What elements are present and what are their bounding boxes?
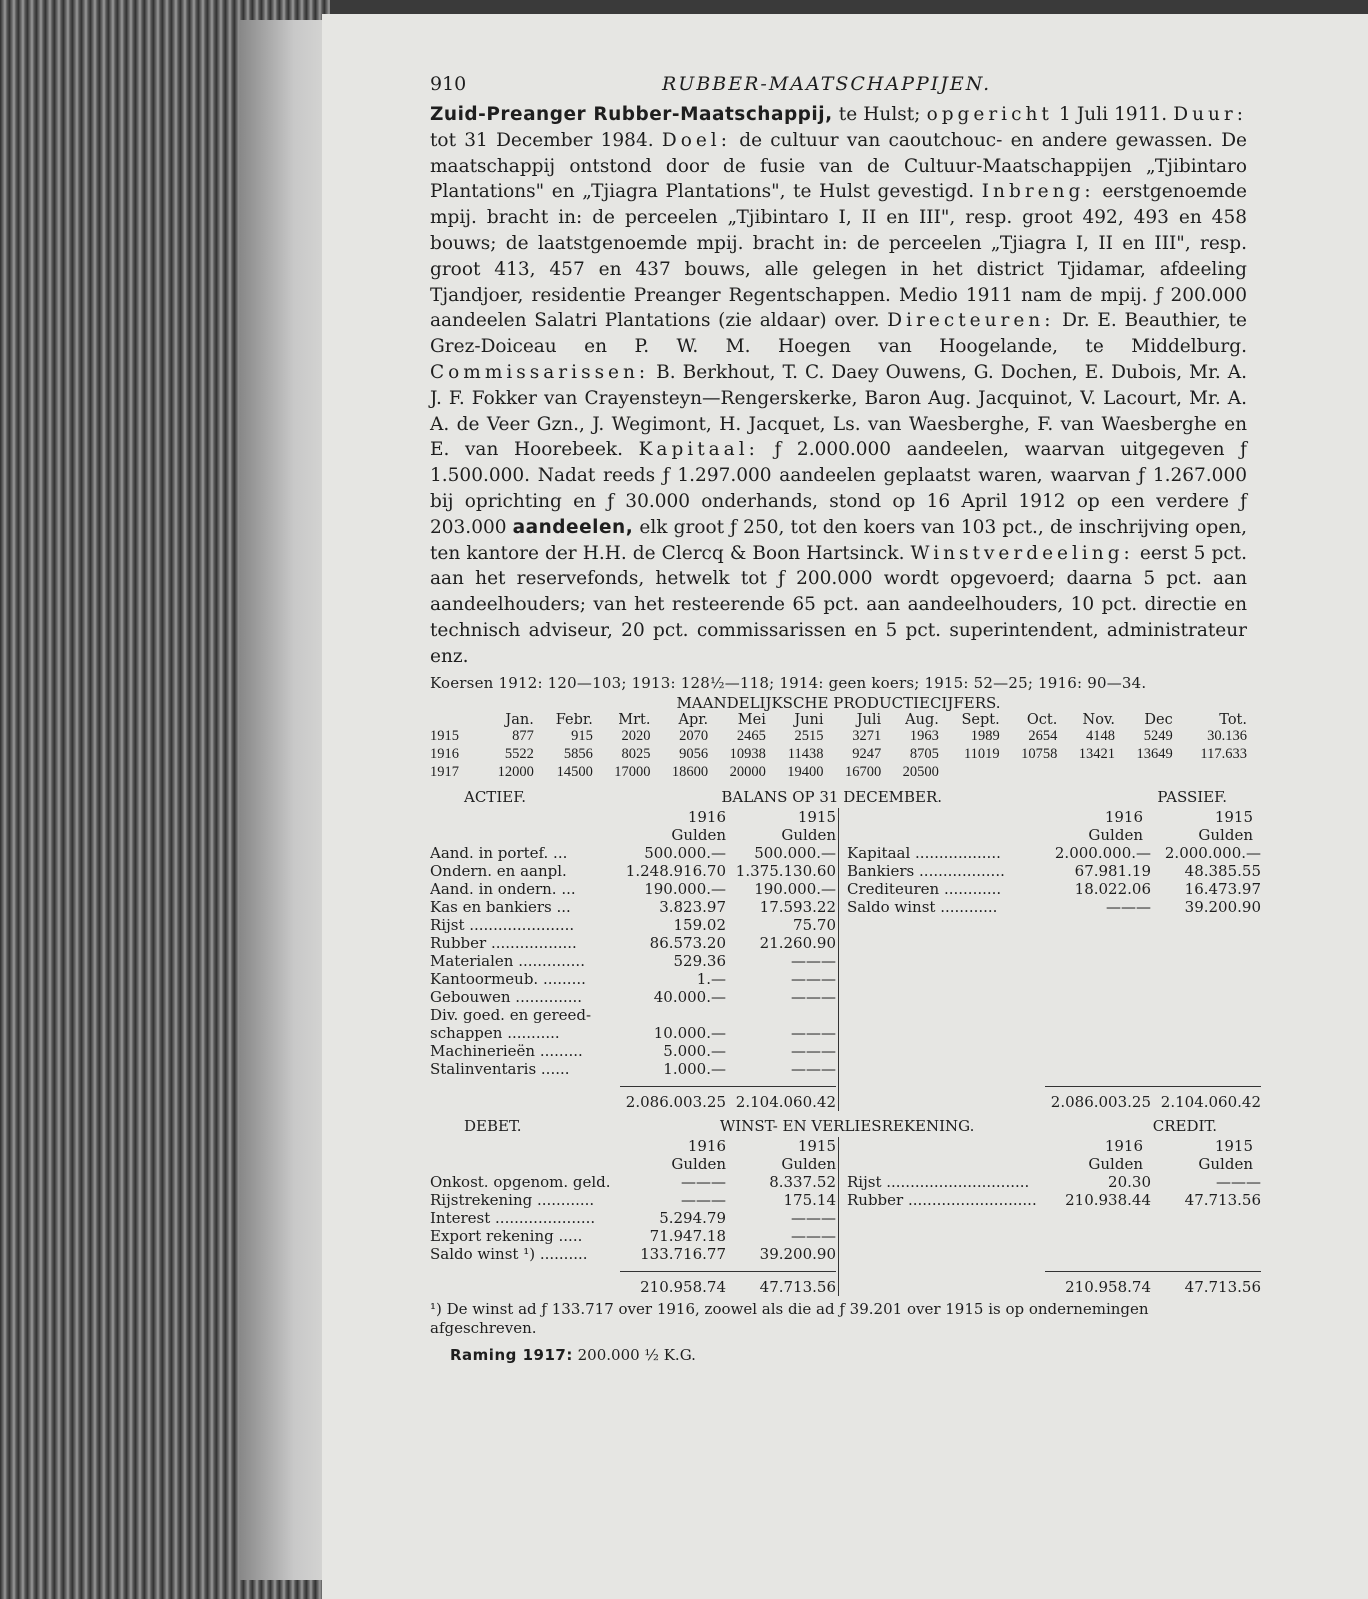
value-cell: 9247 [852, 746, 882, 763]
value-cell: 877 [512, 728, 534, 745]
koersen-line: Koersen 1912: 120—103; 1913: 128½—118; 1914: geen koers; 1915: 52—25; 1916: 90—34. [430, 673, 1147, 692]
footnote: ¹) De winst ad ƒ 133.717 over 1916, zoowel als die ad ƒ 39.201 over 1915 is op ondernemingen afgeschreven. [430, 1299, 1149, 1337]
blank-row [847, 1209, 1261, 1227]
ledger-row [430, 862, 836, 880]
ledger-label: schappen ........... [430, 1023, 560, 1042]
ledger-label: Onkost. opgenom. geld. [430, 1172, 611, 1191]
unit: Gulden [1198, 1154, 1253, 1173]
blank-row [847, 1245, 1261, 1263]
value-current: 5.000.— [663, 1041, 726, 1060]
total-rule [620, 1086, 836, 1087]
value-current: 40.000.— [653, 987, 726, 1006]
passief-column [839, 808, 1261, 1111]
month-header: Mei [737, 711, 766, 728]
unit: Gulden [781, 825, 836, 844]
spacer [430, 1155, 620, 1173]
blank-row [847, 916, 1261, 934]
year-1: 1916 [687, 1136, 726, 1155]
value-cell: 4148 [1086, 728, 1116, 745]
ledger-label: Saldo winst ¹) .......... [430, 1244, 588, 1263]
ledger-row [430, 1245, 836, 1263]
unit: Gulden [671, 825, 726, 844]
total-previous: 2.104.060.42 [1160, 1092, 1261, 1111]
value-previous: 8.337.52 [769, 1172, 836, 1191]
value-previous: 1.375.130.60 [735, 861, 836, 880]
value-previous: 190.000.— [754, 879, 836, 898]
value-previous: 175.14 [783, 1190, 836, 1209]
year-1: 1916 [687, 807, 726, 826]
ledger-label: Crediteuren ............ [847, 879, 1002, 898]
ledger-row [430, 1042, 836, 1060]
spacer [430, 826, 620, 844]
text-segment: te Hulst; [832, 104, 927, 125]
winst-title: WINST- EN VERLIESREKENING. [719, 1116, 975, 1135]
bold-term: aandeelen, [512, 516, 634, 538]
value-cell: 2515 [794, 728, 824, 745]
spaced-term: Doel: [661, 129, 731, 151]
ledger-label: Kas en bankiers ... [430, 897, 571, 916]
value-cell: 915 [571, 728, 593, 745]
debet-column [430, 1137, 839, 1296]
value-previous: 39.200.90 [759, 1244, 836, 1263]
value-cell: 8705 [909, 746, 939, 763]
value-current: 210.938.44 [1065, 1190, 1151, 1209]
year-2: 1915 [797, 1136, 836, 1155]
value-cell [1173, 764, 1247, 782]
credit-column [839, 1137, 1261, 1296]
value-cell: 20000 [729, 764, 766, 781]
spacer [847, 808, 1037, 826]
ledger-row [847, 1173, 1261, 1191]
year-cell: 1915 [430, 728, 459, 745]
total-current: 2.086.003.25 [625, 1092, 726, 1111]
debet-title: DEBET. [464, 1116, 522, 1135]
unit: Gulden [781, 1154, 836, 1173]
text-segment: elk groot ƒ 250, tot den koers van 103 pct., de inschrijving open, ten kantore der H.H. de Clercq & Boon Hartsinck. [430, 516, 1247, 564]
company-description [430, 102, 1247, 670]
ledger-label: Rubber ........................... [847, 1190, 1037, 1209]
blank-row [847, 1006, 1261, 1024]
actief-column [430, 808, 839, 1111]
value-previous: 16.473.97 [1184, 879, 1261, 898]
ledger-row [430, 844, 836, 862]
spaced-term: Inbreng: [981, 181, 1095, 203]
ledger-row [430, 988, 836, 1006]
raming-value: 200.000 ½ K.G. [577, 1345, 696, 1364]
ledger-row [430, 1227, 836, 1245]
spaced-term: Kapitaal: [638, 439, 759, 461]
value-previous: 2.000.000.— [1164, 843, 1261, 862]
unit: Gulden [1198, 825, 1253, 844]
value-cell: 10758 [1021, 746, 1058, 763]
value-cell: 11019 [963, 746, 1000, 763]
spacer [430, 1278, 620, 1296]
value-cell: 2020 [621, 728, 651, 745]
year-2: 1915 [797, 807, 836, 826]
spaced-term: Commissarissen: [430, 361, 650, 383]
value-previous: ——— [791, 1208, 836, 1227]
month-header: Oct. [1026, 711, 1058, 728]
value-current: 3.823.97 [659, 897, 726, 916]
total-current: 210.958.74 [640, 1277, 726, 1296]
total-row [430, 1093, 836, 1111]
value-previous: 48.385.55 [1184, 861, 1261, 880]
month-header: Febr. [555, 711, 593, 728]
value-cell: 2465 [736, 728, 766, 745]
value-current: 86.573.20 [649, 933, 726, 952]
value-previous: ——— [791, 1023, 836, 1042]
ledger-label: Interest ..................... [430, 1208, 596, 1227]
unit-header-row [847, 1155, 1261, 1173]
spaced-term: Directeuren: [887, 310, 1055, 332]
bold-term: Zuid-Preanger Rubber-Maatschappij, [430, 104, 833, 125]
ledger-row [430, 1024, 836, 1042]
ledger-row [847, 1191, 1261, 1209]
text-segment: eerst 5 pct. aan het reservefonds, hetwelk tot ƒ 200.000 wordt opgevoerd; daarna 5 pct. aan aandeelhouders; van het resteerende 65 pct. aan aandeelhouders, 10 pct. directie en technisch adviseur, 20 pct. commissarissen en 5 pct. superintendent, administrateur enz. [430, 542, 1247, 667]
ledger-label: Rijst ...................... [430, 915, 575, 934]
value-previous: 75.70 [793, 915, 836, 934]
ledger-label: Stalinventaris ...... [430, 1059, 570, 1078]
spacer [430, 1137, 620, 1155]
month-header: Nov. [1082, 711, 1116, 728]
spacer [430, 808, 620, 826]
total-rule [1045, 1086, 1261, 1087]
month-header [430, 712, 476, 728]
value-current: 500.000.— [644, 843, 726, 862]
text-segment: de cultuur van caoutchouc- en andere gewassen. De maatschappij ontstond door de fusie van de Cultuur-Maatschappijen „Tjibintaro Plantations" en „Tjiagra Plantations", te Hulst gevestigd. [430, 129, 1247, 203]
value-cell: 17000 [614, 764, 651, 781]
value-previous: ——— [791, 1226, 836, 1245]
blank-row [847, 952, 1261, 970]
value-cell: 30.136 [1207, 728, 1247, 745]
total-rule [1045, 1271, 1261, 1272]
ledger-row [430, 970, 836, 988]
value-current: 190.000.— [644, 879, 726, 898]
text-segment: 1 Juli 1911. [1052, 104, 1174, 125]
value-current: 5.294.79 [659, 1208, 726, 1227]
value-previous: 39.200.90 [1184, 897, 1261, 916]
spaced-term: Duur: [1173, 104, 1247, 125]
ledger-row [847, 880, 1261, 898]
value-cell: 14500 [556, 764, 593, 781]
raming-label: Raming 1917: [450, 1345, 573, 1364]
text-segment: ƒ 2.000.000 aandeelen, waarvan uitgegeven ƒ 1.500.000. Nadat reeds ƒ 1.297.000 aandeelen geplaatst waren, waarvan ƒ 1.267.000 bij oprichting en ƒ 30.000 onderhands, stond op 16 April 1912 op een verdere ƒ 203.000 [430, 439, 1247, 538]
balans-title: BALANS OP 31 DECEMBER. [721, 787, 943, 806]
spacer [847, 1093, 1045, 1111]
unit: Gulden [671, 1154, 726, 1173]
month-header: Dec [1144, 711, 1173, 728]
value-cell [1115, 764, 1173, 782]
ledger-label: Aand. in ondern. ... [430, 879, 576, 898]
ledger-row [430, 880, 836, 898]
month-header: Aug. [905, 711, 939, 728]
value-cell: 5249 [1143, 728, 1173, 745]
text-segment: tot 31 December 1984. [430, 129, 662, 151]
ledger-label: Saldo winst ............ [847, 897, 998, 916]
actief-title: ACTIEF. [464, 787, 527, 806]
ledger-row [847, 862, 1261, 880]
production-row [430, 746, 1247, 764]
ledger-row [430, 898, 836, 916]
passief-title: PASSIEF. [1157, 787, 1227, 806]
value-current [620, 1006, 726, 1024]
value-previous: ——— [791, 951, 836, 970]
value-cell: 12000 [497, 764, 534, 781]
ledger-row [430, 1191, 836, 1209]
value-current: 20.30 [1108, 1172, 1151, 1191]
value-previous: 17.593.22 [759, 897, 836, 916]
balance-sheet [430, 787, 1261, 1111]
total-current: 2.086.003.25 [1050, 1092, 1151, 1111]
ledger-label: Bankiers .................. [847, 861, 1005, 880]
total-row [430, 1278, 836, 1296]
ledger-label: Rijstrekening ............ [430, 1190, 595, 1209]
value-cell: 8025 [621, 746, 651, 763]
unit: Gulden [1088, 1154, 1143, 1173]
month-header: Mrt. [618, 711, 651, 728]
ledger-label: Div. goed. en gereed- [430, 1005, 592, 1024]
spacer [847, 1137, 1037, 1155]
value-cell: 18600 [671, 764, 709, 781]
value-cell [1057, 764, 1115, 782]
year-2: 1915 [1214, 807, 1253, 826]
ledger-row [430, 1173, 836, 1191]
value-cell: 9056 [679, 746, 709, 763]
production-title: MAANDELIJKSCHE PRODUCTIECIJFERS. [676, 693, 1001, 712]
year-2: 1915 [1214, 1136, 1253, 1155]
value-cell: 2654 [1028, 728, 1058, 745]
ledger-label: Export rekening ..... [430, 1226, 583, 1245]
spacer [847, 1155, 1037, 1173]
value-current: ——— [681, 1190, 726, 1209]
text-segment: eerstgenoemde mpij. bracht in: de perceelen „Tjibintaro I, II en III", resp. groot 492, 493 en 458 bouws; de laatstgenoemde mpij. bracht in: de perceelen „Tjiagra I, II en III", resp. groot 413, 457 en 437 bouws, alle gelegen in het district Tjidamar, afdeeling Tjandjoer, residentie Preanger Regentschappen. Medio 1911 nam de mpij. ƒ 200.000 aandeelen Salatri Plantations (zie aldaar) over. [430, 181, 1247, 332]
month-header: Tot. [1219, 711, 1247, 728]
value-previous: 21.260.90 [759, 933, 836, 952]
value-current: 10.000.— [653, 1023, 726, 1042]
book-gutter [240, 20, 330, 1580]
spacer [430, 1093, 620, 1111]
total-row [847, 1093, 1261, 1111]
value-cell: 1963 [909, 728, 939, 745]
blank-row [847, 1060, 1261, 1078]
year-cell: 1916 [430, 746, 459, 763]
value-cell: 13649 [1136, 746, 1173, 763]
year-header-row [430, 808, 836, 826]
month-header: Jan. [505, 711, 534, 728]
total-previous: 47.713.56 [1184, 1277, 1261, 1296]
blank-row [847, 970, 1261, 988]
blank-row [847, 934, 1261, 952]
value-cell: 5856 [563, 746, 593, 763]
total-rule [620, 1271, 836, 1272]
ledger-row [430, 916, 836, 934]
blank-row [847, 1227, 1261, 1245]
running-title: RUBBER-MAATSCHAPPIJEN. [662, 73, 992, 95]
value-current: 529.36 [673, 951, 726, 970]
page-header [430, 66, 1247, 102]
blank-row [847, 1042, 1261, 1060]
credit-title: CREDIT. [1152, 1116, 1217, 1135]
value-current: 1.— [696, 969, 726, 988]
ledger-label: Ondern. en aanpl. [430, 861, 567, 880]
value-previous: ——— [1216, 1172, 1261, 1191]
spacer [847, 1278, 1045, 1296]
ledger-row [847, 844, 1261, 862]
spacer [847, 826, 1037, 844]
ledger-row [430, 952, 836, 970]
ledger-row [430, 1209, 836, 1227]
month-header: Apr. [678, 711, 709, 728]
year-1: 1916 [1104, 1136, 1143, 1155]
month-header: Sept. [961, 711, 1000, 728]
production-header-row [430, 712, 1247, 728]
ledger-row [430, 1006, 836, 1024]
ledger-label: Machinerieën ......... [430, 1041, 583, 1060]
blank-row [847, 988, 1261, 1006]
value-current: 71.947.18 [649, 1226, 726, 1245]
total-row [847, 1278, 1261, 1296]
value-cell: 2070 [679, 728, 709, 745]
value-cell [939, 764, 1000, 782]
value-current: 67.981.19 [1074, 861, 1151, 880]
ledger-row [430, 1060, 836, 1078]
value-current: 18.022.06 [1074, 879, 1151, 898]
value-cell: 13421 [1078, 746, 1116, 763]
ledger-label: Rijst .............................. [847, 1172, 1030, 1191]
year-header-row [847, 1137, 1261, 1155]
value-previous: ——— [791, 1059, 836, 1078]
text-segment: B. Berkhout, T. C. Daey Ouwens, G. Dochen, E. Dubois, Mr. A. J. F. Fokker van Crayensteyn—Rengerskerke, Baron Aug. Jacquinot, V. Lacourt, Mr. A. A. de Veer Gzn., J. Wegimont, H. Jacquet, Ls. van Waesberghe, F. van Waesberghe en E. van Hoorebeek. [430, 361, 1247, 461]
production-row [430, 728, 1247, 746]
production-table [430, 712, 1247, 782]
total-current: 210.958.74 [1065, 1277, 1151, 1296]
year-header-row [430, 1137, 836, 1155]
ledger-row [847, 898, 1261, 916]
year-header-row [847, 808, 1261, 826]
production-row [430, 764, 1247, 782]
ledger-label: Aand. in portef. ... [430, 843, 568, 862]
spaced-term: opgericht [926, 104, 1053, 125]
value-current: 133.716.77 [640, 1244, 726, 1263]
ledger-label: Kapitaal .................. [847, 843, 1001, 862]
year-cell: 1917 [430, 764, 459, 781]
blank-row [847, 1024, 1261, 1042]
ledger-label: Gebouwen .............. [430, 987, 583, 1006]
value-current: ——— [1106, 897, 1151, 916]
value-cell: 11438 [787, 746, 824, 763]
value-cell: 16700 [844, 764, 882, 781]
profit-loss-account [430, 1116, 1261, 1296]
total-previous: 2.104.060.42 [735, 1092, 836, 1111]
ledger-row [430, 934, 836, 952]
value-current: 1.248.916.70 [625, 861, 726, 880]
unit-header-row [430, 1155, 836, 1173]
total-previous: 47.713.56 [759, 1277, 836, 1296]
text-segment: Dr. E. Beauthier, te Grez-Doiceau en P. W. M. Hoegen van Hoogelande, te Middelburg. [430, 310, 1247, 358]
spaced-term: Winstverdeeling: [910, 542, 1134, 564]
ledger-label: Kantoormeub. ......... [430, 969, 586, 988]
value-previous: 500.000.— [754, 843, 836, 862]
ledger-label: Rubber .................. [430, 933, 577, 952]
value-current: 2.000.000.— [1054, 843, 1151, 862]
value-current: 159.02 [673, 915, 726, 934]
value-cell: 19400 [787, 764, 824, 781]
page-number: 910 [430, 73, 467, 95]
value-cell: 10938 [729, 746, 766, 763]
month-header: Juli [856, 711, 882, 728]
raming [430, 1346, 1247, 1364]
value-current: 1.000.— [663, 1059, 726, 1078]
value-cell: 117.633 [1200, 746, 1247, 763]
value-previous: ——— [791, 1041, 836, 1060]
text-column [430, 66, 1261, 1364]
value-previous [726, 1006, 836, 1024]
month-header: Juni [794, 711, 824, 728]
value-cell: 1989 [970, 728, 1000, 745]
year-1: 1916 [1104, 807, 1143, 826]
value-cell: 20500 [902, 764, 939, 781]
value-current: ——— [681, 1172, 726, 1191]
unit-header-row [847, 826, 1261, 844]
book-page [322, 14, 1368, 1599]
unit-header-row [430, 826, 836, 844]
value-previous: ——— [791, 987, 836, 1006]
value-cell: 5522 [504, 746, 534, 763]
value-cell: 3271 [852, 728, 882, 745]
ledger-label: Materialen .............. [430, 951, 585, 970]
value-previous: ——— [791, 969, 836, 988]
unit: Gulden [1088, 825, 1143, 844]
value-previous: 47.713.56 [1184, 1190, 1261, 1209]
value-cell [1000, 764, 1058, 782]
